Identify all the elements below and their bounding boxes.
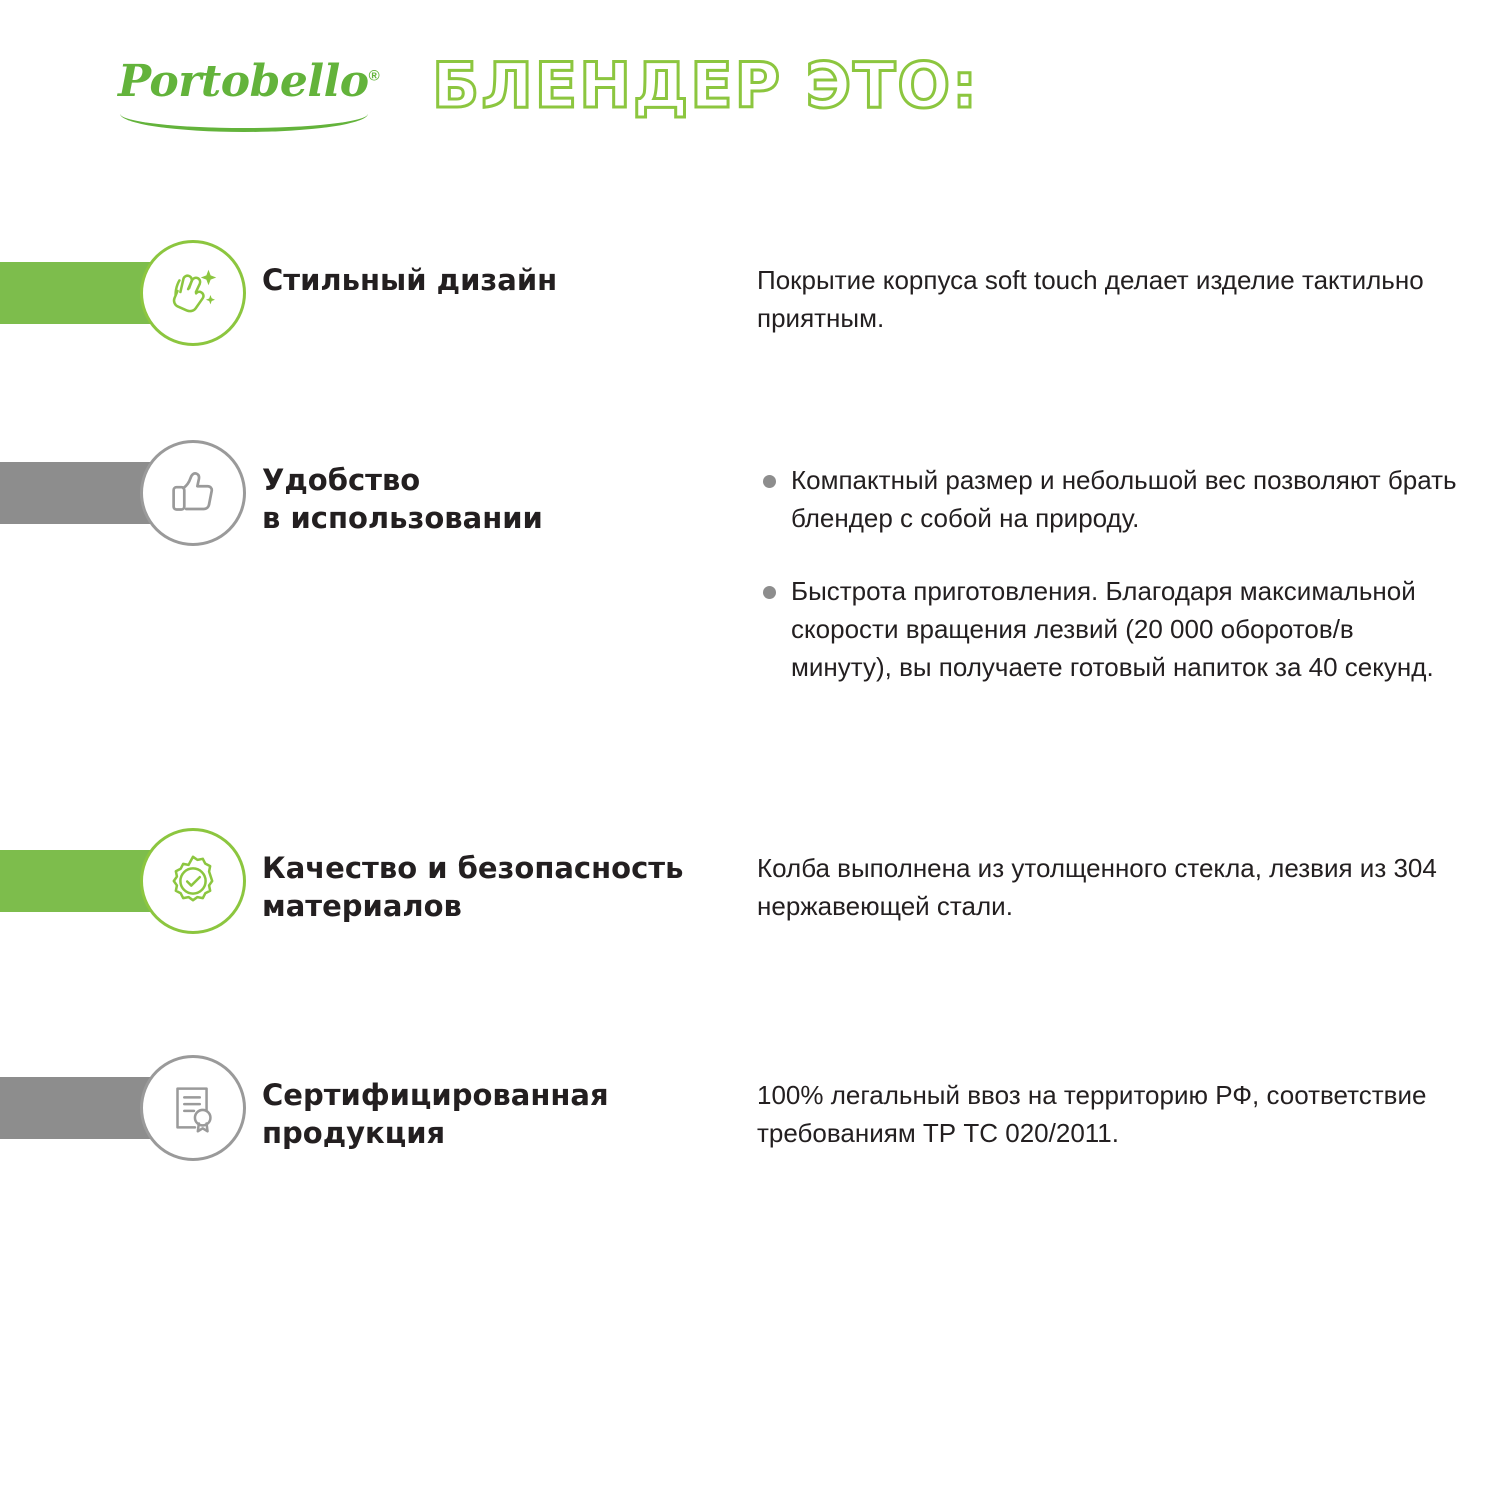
logo-swoosh-decoration <box>120 110 368 132</box>
list-item-text: Быстрота приготовления. Благодаря максимальной скорости вращения лезвий (20 000 оборотов/в минуту), вы получаете готовый напиток за 40 секунд. <box>791 576 1434 682</box>
feature-title: Стильный дизайн <box>262 263 558 297</box>
feature-title: Сертифицированная продукция <box>262 1078 609 1150</box>
registered-trademark-icon: ® <box>368 67 380 85</box>
feature-title: Удобство в использовании <box>262 463 543 535</box>
page-title: БЛЕНДЕР ЭТО: <box>432 49 979 122</box>
brand-logo <box>118 56 380 140</box>
brand-logo-text <box>118 56 380 107</box>
feature-body <box>757 462 1457 686</box>
sparkle-hand-icon <box>140 240 246 346</box>
bullet-dot-icon <box>763 586 776 599</box>
list-item <box>757 462 1457 537</box>
feature-title: Качество и безопасность материалов <box>262 851 684 923</box>
feature-body: Колба выполнена из утолщенного стекла, лезвия из 304 нержавеющей стали. <box>757 853 1437 921</box>
bullet-dot-icon <box>763 475 776 488</box>
feature-body: 100% легальный ввоз на территорию РФ, соответствие требованиям ТР ТС 020/2011. <box>757 1080 1427 1148</box>
quality-badge-icon <box>140 828 246 934</box>
list-item-text: Компактный размер и небольшой вес позволяют брать блендер с собой на природу. <box>791 465 1457 533</box>
brand-name: Portobello <box>118 56 369 107</box>
certificate-icon <box>140 1055 246 1161</box>
page-header <box>0 49 1500 162</box>
feature-body: Покрытие корпуса soft touch делает изделие тактильно приятным. <box>757 265 1424 333</box>
list-item <box>757 573 1457 686</box>
thumbs-up-icon <box>140 440 246 546</box>
